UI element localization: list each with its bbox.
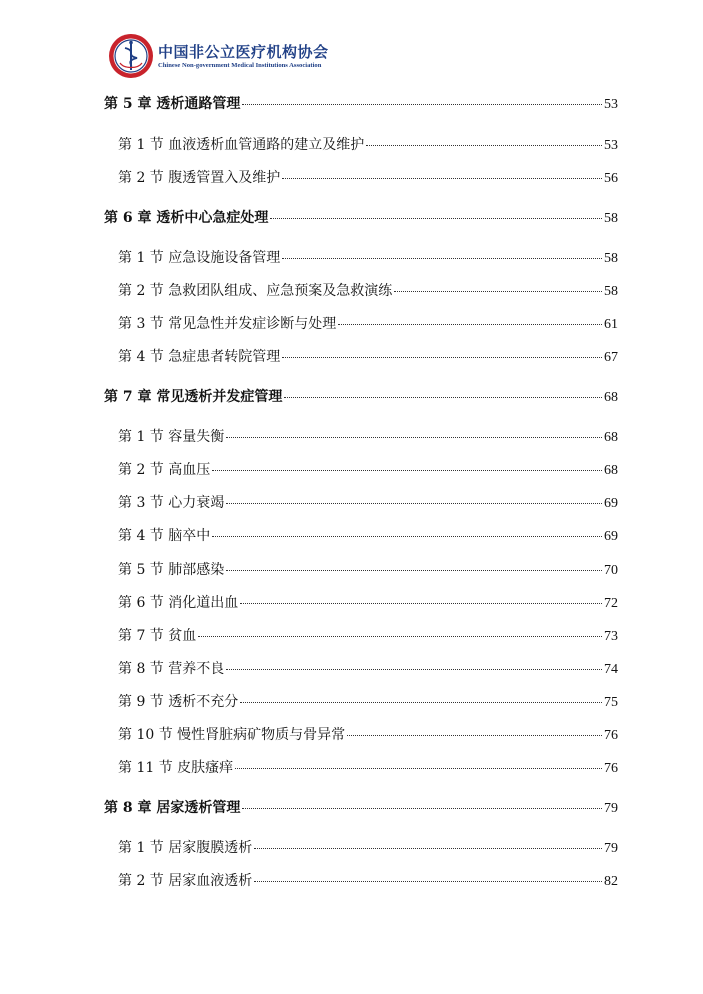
toc-section-7-7[interactable] bbox=[118, 624, 618, 648]
toc-chapter-5[interactable] bbox=[104, 92, 618, 116]
toc-section-6-3[interactable] bbox=[118, 312, 618, 336]
toc-title: 第 1 节 居家腹膜透析 bbox=[118, 840, 253, 856]
toc-section-6-2[interactable] bbox=[118, 279, 618, 303]
toc-title: 第 11 节 皮肤瘙痒 bbox=[118, 760, 234, 776]
toc-page-number: 58 bbox=[604, 211, 618, 226]
dot-leader bbox=[212, 535, 602, 537]
toc-page-number: 82 bbox=[604, 874, 618, 889]
toc-chapter-6[interactable] bbox=[104, 206, 618, 230]
dot-leader bbox=[226, 569, 602, 571]
toc-section-7-3[interactable] bbox=[118, 491, 618, 515]
toc-title: 第 1 节 血液透析血管通路的建立及维护 bbox=[118, 137, 365, 153]
dot-leader bbox=[394, 290, 602, 292]
toc-page-number: 74 bbox=[604, 662, 618, 677]
toc-section-5-1[interactable] bbox=[118, 133, 618, 157]
org-name-block bbox=[158, 43, 329, 70]
toc-title: 第 2 节 高血压 bbox=[118, 462, 211, 478]
dot-leader bbox=[242, 103, 602, 105]
toc-page-number: 76 bbox=[604, 728, 618, 743]
toc-section-8-1[interactable] bbox=[118, 836, 618, 860]
dot-leader bbox=[240, 602, 602, 604]
toc-title: 第 8 章 居家透析管理 bbox=[104, 800, 241, 816]
toc-page-number: 58 bbox=[604, 251, 618, 266]
toc-section-8-2[interactable] bbox=[118, 869, 618, 893]
toc-section-7-9[interactable] bbox=[118, 690, 618, 714]
toc-title: 第 3 节 心力衰竭 bbox=[118, 495, 225, 511]
toc-section-5-2[interactable] bbox=[118, 166, 618, 190]
toc-section-7-10[interactable] bbox=[118, 723, 618, 747]
toc-title: 第 7 节 贫血 bbox=[118, 628, 197, 644]
toc-section-7-5[interactable] bbox=[118, 558, 618, 582]
association-seal-icon bbox=[108, 33, 154, 79]
toc-section-6-1[interactable] bbox=[118, 246, 618, 270]
dot-leader bbox=[226, 436, 602, 438]
toc-title: 第 8 节 营养不良 bbox=[118, 661, 225, 677]
toc-section-7-2[interactable] bbox=[118, 458, 618, 482]
toc-title: 第 2 节 居家血液透析 bbox=[118, 873, 253, 889]
toc-title: 第 5 节 肺部感染 bbox=[118, 562, 225, 578]
toc-title: 第 2 节 急救团队组成、应急预案及急救演练 bbox=[118, 283, 393, 299]
toc-title: 第 2 节 腹透管置入及维护 bbox=[118, 170, 281, 186]
toc-page-number: 53 bbox=[604, 138, 618, 153]
toc-title: 第 1 节 应急设施设备管理 bbox=[118, 250, 281, 266]
toc-page-number: 53 bbox=[604, 97, 618, 112]
toc-page-number: 67 bbox=[604, 350, 618, 365]
dot-leader bbox=[226, 502, 602, 504]
toc-title: 第 4 节 脑卒中 bbox=[118, 528, 211, 544]
dot-leader bbox=[242, 807, 602, 809]
dot-leader bbox=[338, 323, 602, 325]
toc-page-number: 79 bbox=[604, 841, 618, 856]
toc-page-number: 56 bbox=[604, 171, 618, 186]
toc-page-number: 68 bbox=[604, 430, 618, 445]
toc-title: 第 6 节 消化道出血 bbox=[118, 595, 239, 611]
dot-leader bbox=[282, 257, 602, 259]
toc-section-7-8[interactable] bbox=[118, 657, 618, 681]
toc-section-7-4[interactable] bbox=[118, 524, 618, 548]
toc-title: 第 1 节 容量失衡 bbox=[118, 429, 225, 445]
toc-section-7-6[interactable] bbox=[118, 591, 618, 615]
dot-leader bbox=[347, 734, 602, 736]
dot-leader bbox=[198, 635, 602, 637]
toc-page-number: 70 bbox=[604, 563, 618, 578]
toc-page-number: 69 bbox=[604, 529, 618, 544]
toc-page-number: 76 bbox=[604, 761, 618, 776]
dot-leader bbox=[254, 847, 602, 849]
toc-title: 第 10 节 慢性肾脏病矿物质与骨异常 bbox=[118, 727, 346, 743]
toc-page-number: 68 bbox=[604, 463, 618, 478]
toc-chapter-7[interactable] bbox=[104, 385, 618, 409]
toc-section-7-1[interactable] bbox=[118, 425, 618, 449]
toc-page-number: 68 bbox=[604, 390, 618, 405]
toc-title: 第 4 节 急症患者转院管理 bbox=[118, 349, 281, 365]
toc-section-7-11[interactable] bbox=[118, 756, 618, 780]
toc-title: 第 6 章 透析中心急症处理 bbox=[104, 210, 269, 226]
toc-section-6-4[interactable] bbox=[118, 345, 618, 369]
toc-page-number: 79 bbox=[604, 801, 618, 816]
dot-leader bbox=[282, 177, 602, 179]
dot-leader bbox=[212, 469, 602, 471]
toc-page-number: 73 bbox=[604, 629, 618, 644]
toc-page-number: 72 bbox=[604, 596, 618, 611]
dot-leader bbox=[240, 701, 602, 703]
toc-title: 第 5 章 透析通路管理 bbox=[104, 96, 241, 112]
dot-leader bbox=[284, 396, 602, 398]
toc-title: 第 3 节 常见急性并发症诊断与处理 bbox=[118, 316, 337, 332]
dot-leader bbox=[226, 668, 602, 670]
toc-page-number: 61 bbox=[604, 317, 618, 332]
dot-leader bbox=[366, 144, 602, 146]
toc-title: 第 7 章 常见透析并发症管理 bbox=[104, 389, 283, 405]
dot-leader bbox=[254, 880, 602, 882]
toc-chapter-8[interactable] bbox=[104, 796, 618, 820]
org-name-en: Chinese Non-government Medical Institutions Association bbox=[158, 61, 322, 69]
dot-leader bbox=[270, 217, 602, 219]
toc-title: 第 9 节 透析不充分 bbox=[118, 694, 239, 710]
dot-leader bbox=[282, 356, 602, 358]
toc-page-number: 75 bbox=[604, 695, 618, 710]
dot-leader bbox=[235, 767, 602, 769]
page-header bbox=[108, 30, 329, 82]
org-name-cn: 中国非公立医疗机构协会 bbox=[158, 42, 329, 61]
toc-page-number: 69 bbox=[604, 496, 618, 511]
toc-page-number: 58 bbox=[604, 284, 618, 299]
